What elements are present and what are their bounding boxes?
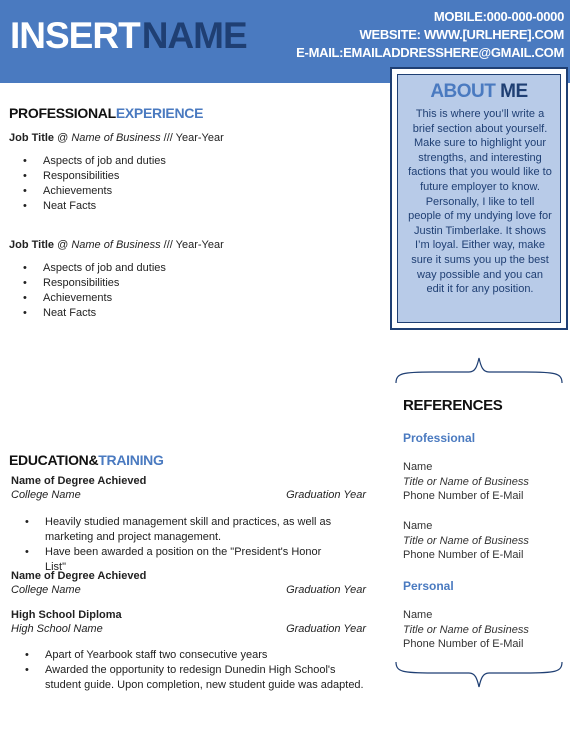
list-item: • Responsibilities	[9, 276, 166, 291]
job-title: Job Title	[9, 239, 55, 251]
school-name: College Name	[11, 584, 81, 596]
graduation-year: Graduation Year	[286, 623, 366, 635]
degree-name: Name of Degree Achieved	[11, 570, 147, 582]
list-item: • Apart of Yearbook staff two consecutive years	[11, 648, 371, 663]
about-title-a: ABOUT	[430, 81, 496, 102]
list-item: • Have been awarded a position on the "President's Honor List"	[11, 545, 341, 575]
about-me-title	[398, 81, 560, 103]
experience-heading	[9, 105, 203, 121]
experience-title-b: EXPERIENCE	[115, 105, 204, 121]
list-item: • Awarded the opportunity to redesign Dunedin High School's student guide. Upon completion, new student guide was adapted.	[11, 663, 371, 693]
reference-entry-3	[403, 608, 529, 652]
list-item: • Aspects of job and duties	[9, 154, 166, 169]
website-line: WEBSITE: WWW.[URLHERE].COM	[359, 27, 564, 42]
education-title-a: EDUCATION	[9, 452, 89, 468]
degree-name: High School Diploma	[11, 609, 122, 621]
list-item: • Responsibilities	[9, 169, 166, 184]
job-line-2	[9, 239, 224, 251]
education-amp: &	[88, 452, 99, 468]
job-2-bullets	[9, 261, 166, 321]
reference-name: Name	[403, 520, 433, 532]
reference-phone: Phone Number of E-Mail	[403, 549, 524, 562]
list-item: • Neat Facts	[9, 199, 166, 214]
top-brace-icon	[393, 355, 565, 385]
degree-name: Name of Degree Achieved	[11, 475, 147, 487]
list-item: • Achievements	[9, 184, 166, 199]
candidate-name	[10, 16, 247, 56]
job-years: /// Year-Year	[160, 132, 224, 144]
job-title: Job Title	[9, 132, 55, 144]
email-line: E-MAIL:EMAILADDRESSHERE@GMAIL.COM	[296, 45, 564, 60]
about-title-b: ME	[500, 81, 528, 102]
education-entry-1	[11, 475, 366, 501]
job-business: Name of Business	[71, 239, 161, 251]
reference-title: Title or Name of Business	[403, 475, 529, 488]
about-me-text: This is where you’ll write a brief section about yourself. Make sure to highlight your strengths, and interesting factions that you would like to future employer to know. Personally, I like to tell people of my undying love for Justin Timberlake. It shows I’m loyal. Either way, make sure it sums you up the best way possible and you can edit it for any position.	[408, 108, 552, 296]
about-me-panel	[397, 74, 561, 323]
reference-phone: Phone Number of E-Mail	[403, 490, 524, 503]
references-title: REFERENCES	[403, 397, 503, 414]
job-business: Name of Business	[71, 132, 161, 144]
school-name: High School Name	[11, 623, 103, 635]
mobile-line: MOBILE:000-000-0000	[433, 9, 564, 24]
bottom-brace-icon	[393, 660, 565, 690]
reference-name: Name	[403, 461, 433, 473]
graduation-year: Graduation Year	[286, 584, 366, 596]
education-entry-2	[11, 570, 366, 596]
education-1-bullets	[11, 515, 341, 575]
list-item: • Aspects of job and duties	[9, 261, 166, 276]
job-1-bullets	[9, 154, 166, 214]
education-entry-3	[11, 609, 366, 635]
name-first: INSERT	[10, 15, 140, 56]
reference-phone: Phone Number of E-Mail	[403, 638, 524, 651]
reference-entry-1	[403, 460, 529, 504]
contact-info	[296, 8, 564, 62]
personal-label: Personal	[403, 579, 454, 593]
education-title-b: TRAINING	[98, 452, 164, 468]
reference-title: Title or Name of Business	[403, 534, 529, 547]
education-heading	[9, 452, 164, 468]
reference-title: Title or Name of Business	[403, 623, 529, 636]
professional-label: Professional	[403, 431, 476, 445]
job-line-1	[9, 132, 224, 144]
list-item: • Achievements	[9, 291, 166, 306]
graduation-year: Graduation Year	[286, 489, 366, 501]
experience-title-a: PROFESSIONAL	[9, 105, 116, 121]
job-at: @	[54, 239, 72, 251]
school-name: College Name	[11, 489, 81, 501]
list-item: • Neat Facts	[9, 306, 166, 321]
name-last: NAME	[141, 15, 247, 56]
job-years: /// Year-Year	[160, 239, 224, 251]
reference-name: Name	[403, 609, 433, 621]
list-item: • Heavily studied management skill and practices, as well as marketing and project management.	[11, 515, 341, 545]
job-at: @	[54, 132, 72, 144]
education-3-bullets	[11, 648, 371, 693]
reference-entry-2	[403, 519, 529, 563]
about-me-box	[390, 67, 568, 330]
